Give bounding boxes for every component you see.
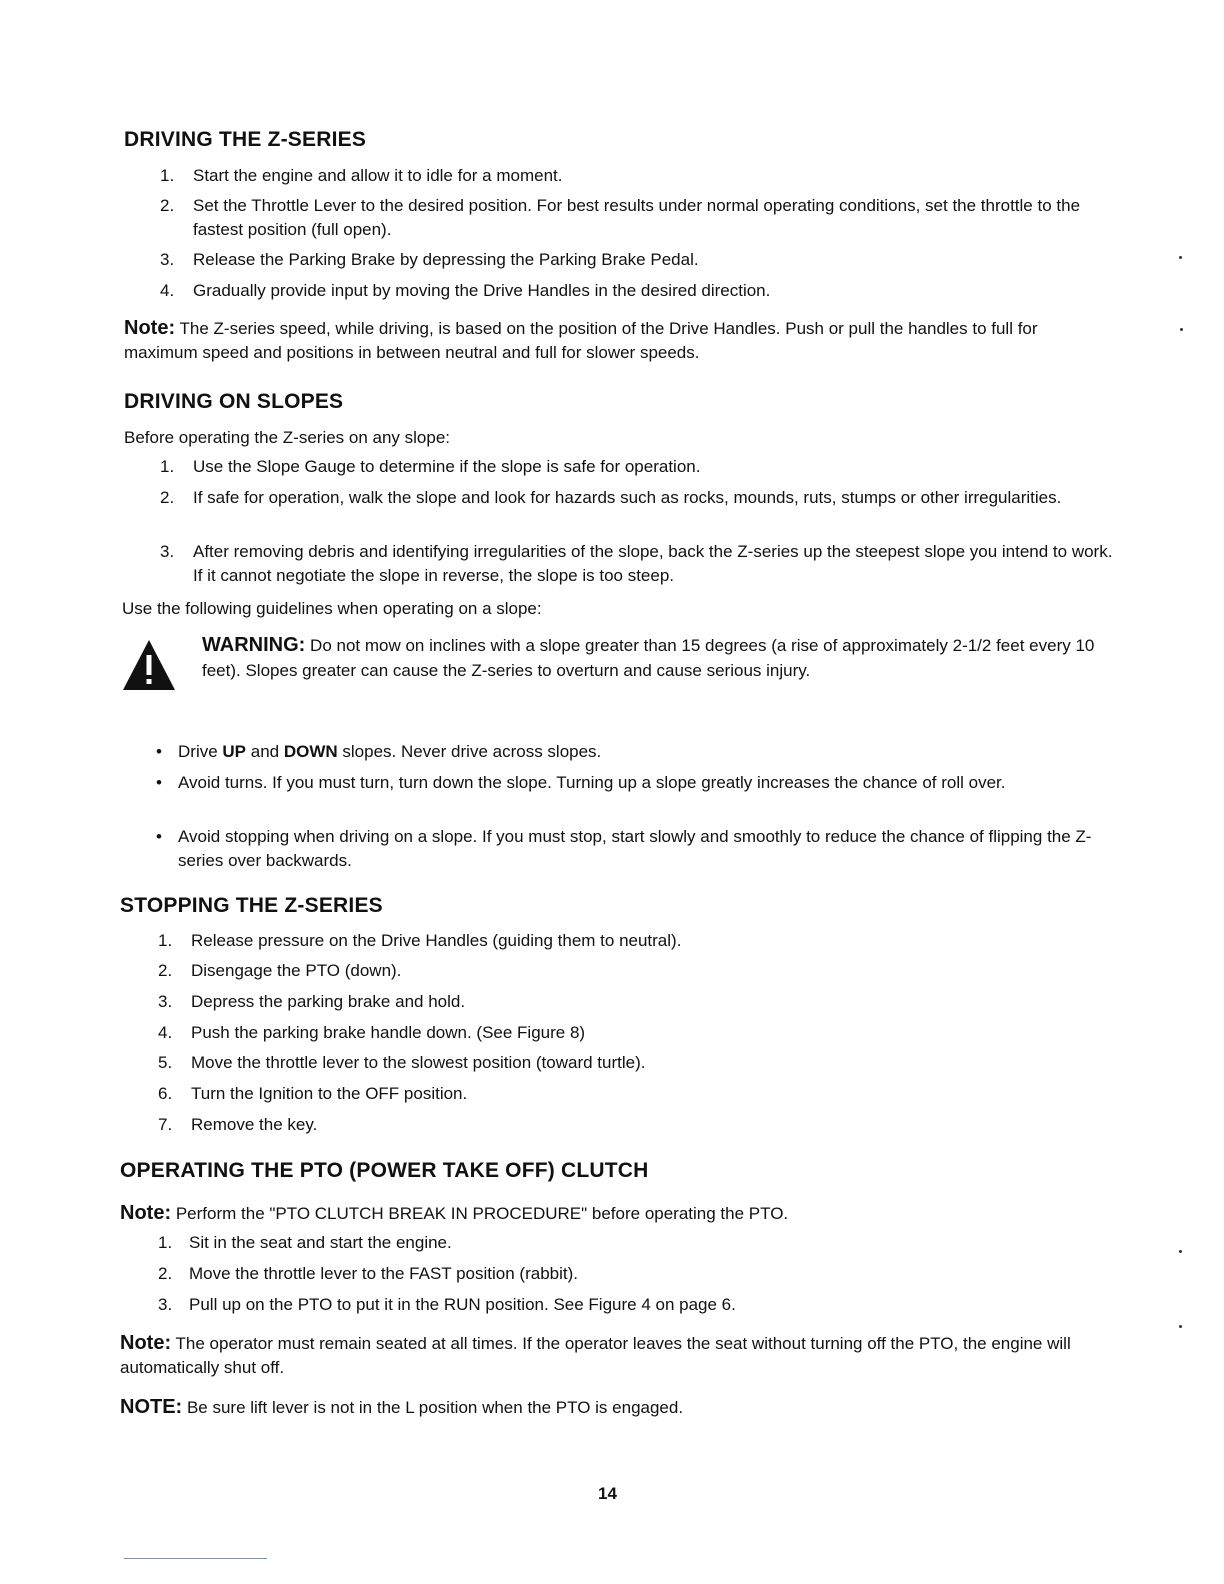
footer-rule (124, 1558, 267, 1559)
section-title-pto: OPERATING THE PTO (POWER TAKE OFF) CLUTCH (120, 1159, 649, 1182)
page-number: 14 (598, 1484, 617, 1503)
warning-message: WARNING: Do not mow on inclines with a slope greater than 15 degrees (a rise of approximately 2-1/2 feet every 10 feet). Slopes greater can cause the Z-series to overturn and cause serious injury. (202, 634, 1095, 680)
manual-page: DRIVING THE Z-SERIES 1. Start the engine and allow it to idle for a moment. 2. Set the Throttle Lever to the desired position. For best results under normal operating conditions, set the throttle to the fastest position (full open). 3. Release the Parking Brake by depressing the Parking Brake Pedal. 4. Gradually provide input by moving the Drive Handles in the desired direction. Note: The Z-series speed, while driving, is based on the position of the Drive Handles. Push or pull the handles to full for maximum speed and positions in between neutral and full for slower speeds. DRIVING ON SLOPES Before operating the Z-series on any slope: 1. Use the Slope Gauge to determine if the slope is safe for operation. 2. If safe for operation, walk the slope and look for hazards such as rocks, mounds, ruts, stumps or other irregularities. 3. After removing debris and identifying irregularities of the slope, back the Z-series up the steepest slope you intend to work. If it cannot negotiate the slope in reverse, the slope is too steep. Use the following guidelines when operating on a slope: WARNING: Do not mow on inclines with a slope greater than 15 degrees (a rise of approximately 2-1/2 feet every 10 feet). Slopes greater can cause the Z-series to overturn and cause serious injury. • Drive UP and DOWN slopes. Never drive across slopes. • Avoid turns. If you must turn, turn down the slope. Turning up a slope greatly increases the chance of roll over. • Avoid stopping when driving on a slope. If you must stop, start slowly and smoothly to reduce the chance of flipping the Z-series over backwards. STOPPING THE Z-SERIES 1. Release pressure on the Drive Handles (guiding them to neutral). 2. Disengage the PTO (down). 3. Depress the parking brake and hold. 4. Push the parking brake handle down. (See Figure 8) 5. Move the throttle lever to the slowest position (toward turtle). 6. Turn the Ignition to the OFF position. 7. Remove the key. OPERATING THE PTO (POWER TAKE OFF) CLUTCH Note: Perform the "PTO CLUTCH BREAK IN PROCEDURE" before operating the PTO. 1. Sit in the seat and start the engine. 2. Move the throttle lever to the FAST position (rabbit). 3. Pull up on the PTO to put it in the RUN position. See Figure 4 on page 6. Note: The operator must remain seated at all times. If the operator leaves the seat without turning off the PTO, the engine will automatically shut off. NOTE: Be sure lift lever is not in the L position when the PTO is engaged. 14 (0, 0, 1224, 1584)
guidelines-intro: Use the following guidelines when operating on a slope: (122, 599, 542, 618)
scan-speck (1180, 328, 1183, 331)
note-operator-seated: Note: The operator must remain seated at all times. If the operator leaves the seat without turning off the PTO, the engine will automatically shut off. (120, 1332, 1071, 1377)
note-pto-break-in: Note: Perform the "PTO CLUTCH BREAK IN PROCEDURE" before operating the PTO. (120, 1202, 789, 1224)
scan-speck (1179, 1250, 1182, 1253)
section-title-driving: DRIVING THE Z-SERIES (124, 128, 367, 151)
scan-speck (1179, 256, 1182, 259)
note-lift-lever: NOTE: Be sure lift lever is not in the L position when the PTO is engaged. (120, 1396, 684, 1418)
section-title-stopping: STOPPING THE Z-SERIES (120, 894, 383, 917)
note-driving-speed: Note: The Z-series speed, while driving, is based on the position of the Drive Handles. Push or pull the handles to full for maximum speed and positions in between neutral and full for slower speeds. (124, 317, 1038, 362)
scan-speck (1179, 1325, 1182, 1328)
slopes-intro: Before operating the Z-series on any slope: (124, 428, 451, 447)
section-title-slopes: DRIVING ON SLOPES (124, 390, 344, 413)
warning-triangle-icon (122, 639, 176, 691)
